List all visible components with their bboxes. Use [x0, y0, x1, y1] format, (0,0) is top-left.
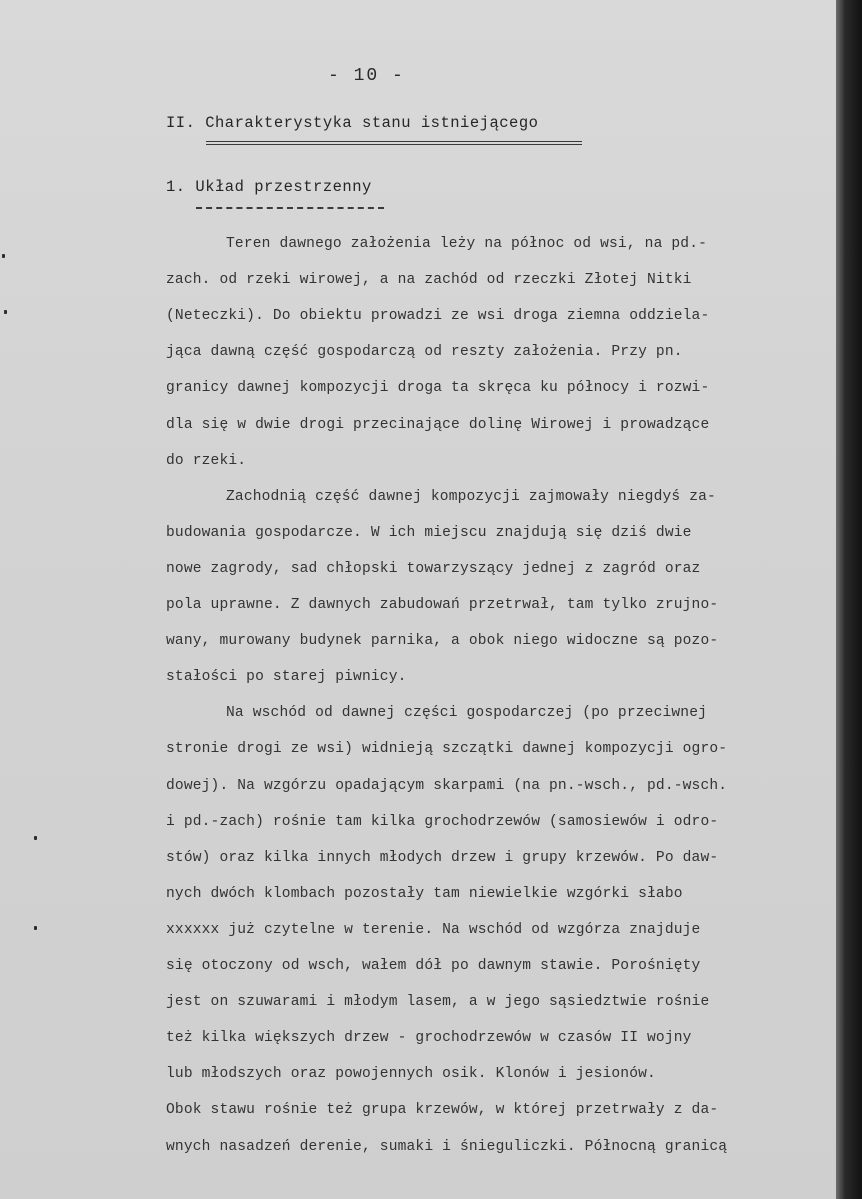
section-title-underline [206, 141, 582, 145]
scan-shadow-edge [836, 0, 862, 1199]
text-line: xxxxxx już czytelne w terenie. Na wschód od wzgórza znajduje [166, 921, 701, 938]
text-line: zach. od rzeki wirowej, a na zachód od rzeczki Złotej Nitki [166, 272, 692, 289]
text-line: Na wschód od dawnej części gospodarczej (po przeciwnej [226, 705, 708, 722]
text-line: dla się w dwie drogi przecinające dolinę Wirowej i prowadzące [166, 416, 710, 433]
text-line: i pd.-zach) rośnie tam kilka grochodrzewów (samosiewów i odro- [166, 813, 719, 830]
text-line: stałości po starej piwnicy. [166, 669, 407, 686]
text-line: jest on szuwarami i młodym lasem, a w jego sąsiedztwie rośnie [166, 994, 710, 1011]
text-line: wany, murowany budynek parnika, a obok niego widoczne są pozo- [166, 633, 719, 650]
text-line: dowej). Na wzgórzu opadającym skarpami (na pn.-wsch., pd.-wsch. [166, 777, 728, 794]
section-title: II. Charakterystyka stanu istniejącego [166, 114, 539, 132]
punch-hole-mark [4, 310, 7, 314]
text-line: Teren dawnego założenia leży na północ od wsi, na pd.- [226, 236, 708, 252]
punch-hole-mark [2, 254, 5, 258]
text-line: stów) oraz kilka innych młodych drzew i grupy krzewów. Po daw- [166, 849, 719, 866]
text-line: nowe zagrody, sad chłopski towarzyszący jednej z zagród oraz [166, 560, 701, 577]
punch-hole-mark [34, 836, 37, 840]
text-line: pola uprawne. Z dawnych zabudowań przetrwał, tam tylko zrujno- [166, 597, 719, 613]
page-number: - 10 - [328, 66, 405, 86]
text-line: też kilka większych drzew - grochodrzewów w czasów II wojny [166, 1030, 692, 1047]
subsection-title: 1. Układ przestrzenny [166, 178, 372, 196]
text-line: Obok stawu rośnie też grupa krzewów, w której przetrwały z da- [166, 1102, 719, 1119]
punch-hole-mark [34, 926, 37, 930]
text-line: granicy dawnej kompozycji droga ta skręca ku północy i rozwi- [166, 380, 710, 397]
text-line: Zachodnią część dawnej kompozycji zajmowały niegdyś za- [226, 488, 716, 505]
text-line: nych dwóch klombach pozostały tam niewielkie wzgórki słabo [166, 885, 683, 902]
text-line: budowania gospodarcze. W ich miejscu znajdują się dziś dwie [166, 524, 692, 541]
text-line: stronie drogi ze wsi) widnieją szczątki dawnej kompozycji ogro- [166, 741, 728, 758]
text-line: się otoczony od wsch, wałem dół po dawnym stawie. Porośnięty [166, 958, 701, 974]
text-line: (Neteczki). Do obiektu prowadzi ze wsi droga ziemna oddziela- [166, 308, 710, 325]
text-line: jąca dawną część gospodarczą od reszty założenia. Przy pn. [166, 344, 683, 361]
subsection-title-underline [196, 207, 384, 209]
text-line: wnych nasadzeń derenie, sumaki i śnieguliczki. Północną granicą [166, 1138, 728, 1155]
text-line: do rzeki. [166, 452, 247, 469]
text-line: lub młodszych oraz powojennych osik. Klonów i jesionów. [166, 1066, 656, 1083]
